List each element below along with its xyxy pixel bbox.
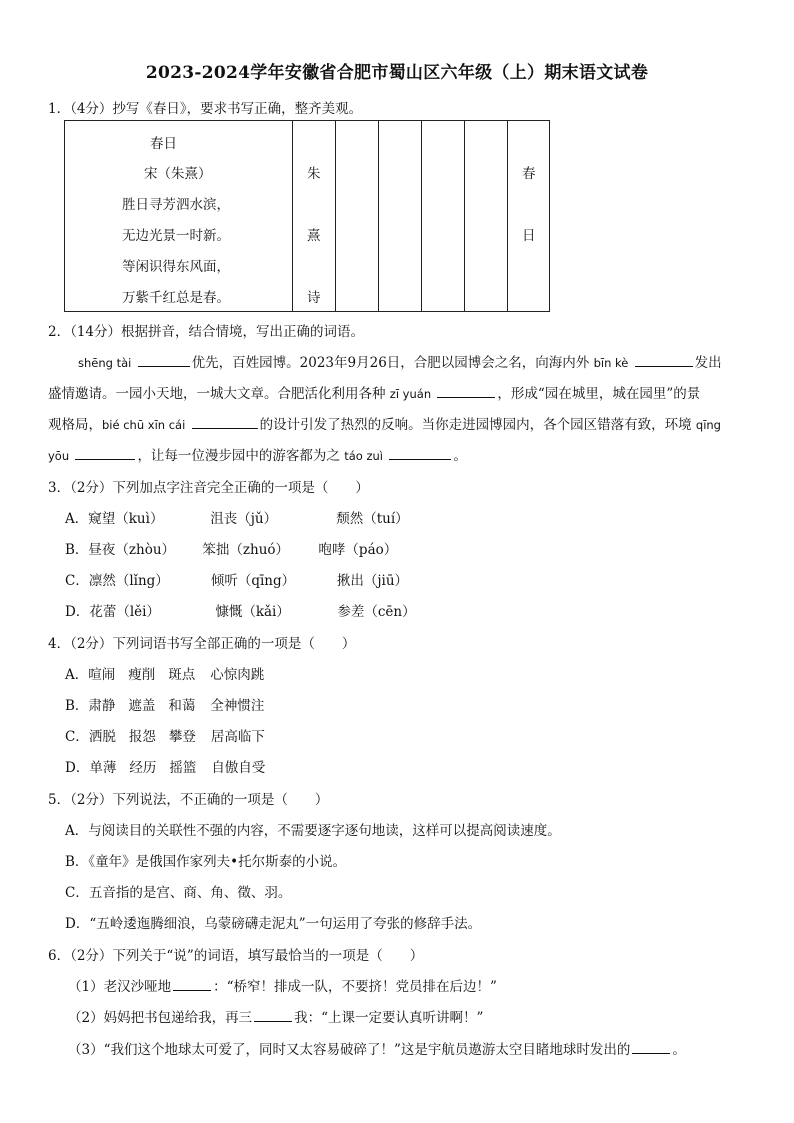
option-label: B． <box>65 542 89 558</box>
option-d[interactable] <box>65 600 416 620</box>
sub-question-3 <box>68 1038 686 1058</box>
option-item: 倾听（qīng） <box>210 573 296 589</box>
sub-question-1 <box>68 975 497 995</box>
option-item: 揪出（jiū） <box>336 573 409 589</box>
option-item: 攀登 <box>168 729 196 745</box>
option-label: A． <box>65 511 89 527</box>
option-item: 喧闹 <box>88 667 116 683</box>
option-label: D． <box>65 760 90 776</box>
passage-text: ，形成“园在城里，城在园里”的景 <box>497 386 701 402</box>
page-title: 2023-2024学年安徽省合肥市蜀山区六年级（上）期末语文试卷 <box>145 63 649 83</box>
question-3-stem: 3．（2分）下列加点字注音完全正确的一项是（ ） <box>48 480 369 496</box>
grid-divider <box>292 121 293 311</box>
question-6-stem: 6．（2分）下列关于“说”的词语，填写最恰当的一项是（ ） <box>48 948 424 964</box>
option-item: 昼夜（zhòu） <box>88 542 176 558</box>
poem-line: 无边光景一时新。 <box>122 228 230 244</box>
grid-divider <box>378 121 379 311</box>
passage-text: 盛情邀请。一园小天地，一城大文章。合肥活化利用各种 <box>48 386 386 402</box>
option-text: 《童年》是俄国作家列夫•托尔斯泰的小说。 <box>88 854 347 870</box>
question-1-stem: 1．（4分）抄写《春日》，要求书写正确，整齐美观。 <box>48 101 363 117</box>
sub-text: （1）老汉沙哑地 <box>68 979 172 995</box>
option-item: 花蕾（lěi） <box>89 604 160 620</box>
passage-text: ，让每一位漫步园中的游客都为之 <box>137 448 340 464</box>
option-item: 瘦削 <box>128 667 156 683</box>
option-item: 心惊肉跳 <box>210 667 265 683</box>
pinyin-cue: shēng tài <box>78 356 132 370</box>
option-item: 斑点 <box>168 667 196 683</box>
answer-blank[interactable] <box>192 427 258 429</box>
grid-divider <box>507 121 508 311</box>
option-item: 洒脱 <box>88 729 116 745</box>
sub-text: 我：“上课一定要认真听讲啊！” <box>294 1010 484 1026</box>
answer-blank[interactable] <box>254 1020 292 1022</box>
answer-blank[interactable] <box>173 989 211 991</box>
option-label: D． <box>65 604 90 620</box>
pinyin-cue: bīn kè <box>593 356 629 370</box>
answer-blank[interactable] <box>635 365 693 367</box>
passage-text: 的设计引发了热烈的反响。当你走进园博园内，各个园区错落有致，环境 <box>259 417 692 433</box>
option-item: 单薄 <box>89 760 117 776</box>
grid-divider <box>464 121 465 311</box>
option-b[interactable] <box>65 538 397 558</box>
copy-grid-table <box>64 120 550 312</box>
grid-char-author: 诗 <box>307 290 321 306</box>
option-label: B． <box>65 698 89 714</box>
option-label: C． <box>65 573 89 589</box>
option-text: 五音指的是宫、商、角、徵、羽。 <box>88 885 292 901</box>
grid-divider <box>335 121 336 311</box>
option-d[interactable] <box>65 912 481 932</box>
option-item: 沮丧（jǔ） <box>210 511 278 527</box>
poem-author: 宋（朱熹） <box>144 166 212 182</box>
option-item: 经历 <box>129 760 157 776</box>
option-b[interactable] <box>65 694 264 714</box>
option-c[interactable] <box>65 725 265 745</box>
option-text: “五岭逶迤腾细浪，乌蒙磅礴走泥丸”一句运用了夸张的修辞手法。 <box>89 916 482 932</box>
passage-text: 观格局， <box>48 417 102 433</box>
question-2-line <box>78 351 778 371</box>
grid-char-title: 春 <box>522 166 536 182</box>
sub-text: ：“桥窄！排成一队，不要挤！党员排在后边！” <box>213 979 497 995</box>
option-a[interactable] <box>65 507 409 527</box>
pinyin-cue: zī yuán <box>389 387 432 401</box>
poem-line: 等闲识得东风面， <box>122 259 230 275</box>
option-item: 和蔼 <box>168 698 196 714</box>
pinyin-cue: qīng <box>695 418 721 432</box>
option-d[interactable] <box>65 756 265 776</box>
poem-line: 胜日寻芳泗水滨， <box>122 197 230 213</box>
option-item: 肃静 <box>88 698 116 714</box>
option-label: C． <box>65 885 89 901</box>
question-2-line <box>48 444 748 464</box>
grid-char-title: 日 <box>522 228 536 244</box>
option-text: 与阅读目的关联性不强的内容，不需要逐字逐句地读，这样可以提高阅读速度。 <box>88 823 561 839</box>
poem-line: 万紫千红总是春。 <box>122 290 230 306</box>
question-2-line <box>48 413 748 433</box>
question-2-stem: 2．（14分）根据拼音，结合情境，写出正确的词语。 <box>48 324 365 340</box>
sub-text: （2）妈妈把书包递给我，再三 <box>68 1010 253 1026</box>
question-4-stem: 4．（2分）下列词语书写全部正确的一项是（ ） <box>48 636 356 652</box>
option-c[interactable] <box>65 569 408 589</box>
option-label: A． <box>65 667 89 683</box>
option-item: 自傲自受 <box>211 760 266 776</box>
sub-text: （3）“我们这个地球太可爱了，同时又太容易破碎了！”这是宇航员遨游太空目睹地球时发出的 <box>68 1042 631 1058</box>
answer-blank[interactable] <box>75 458 135 460</box>
option-label: C． <box>65 729 89 745</box>
poem-title: 春日 <box>150 136 177 152</box>
pinyin-cue: bié chū xīn cái <box>102 418 186 432</box>
grid-char-author: 朱 <box>307 166 321 182</box>
option-item: 参差（cēn） <box>337 604 416 620</box>
answer-blank[interactable] <box>632 1052 670 1054</box>
sub-text: 。 <box>672 1042 686 1058</box>
passage-text: 。 <box>453 448 467 464</box>
option-item: 咆哮（páo） <box>318 542 398 558</box>
passage-text: 发出 <box>694 355 722 371</box>
grid-divider <box>421 121 422 311</box>
option-a[interactable] <box>65 663 264 683</box>
grid-char-author: 熹 <box>307 228 321 244</box>
option-c[interactable] <box>65 881 291 901</box>
option-item: 摇篮 <box>169 760 197 776</box>
option-item: 报怨 <box>128 729 156 745</box>
option-label: A． <box>65 823 89 839</box>
answer-blank[interactable] <box>437 396 495 398</box>
answer-blank[interactable] <box>389 458 451 460</box>
sub-question-2 <box>68 1006 483 1026</box>
option-label: B． <box>65 854 89 870</box>
question-5-stem: 5．（2分）下列说法，不正确的一项是（ ） <box>48 792 329 808</box>
option-item: 遮盖 <box>128 698 156 714</box>
option-item: 笨拙（zhuó） <box>202 542 290 558</box>
pinyin-cue: yōu <box>48 449 70 463</box>
option-a[interactable] <box>65 819 561 839</box>
option-item: 颓然（tuí） <box>336 511 409 527</box>
option-item: 全神惯注 <box>210 698 265 714</box>
option-item: 凛然（lǐng） <box>88 573 169 589</box>
question-2-line <box>48 382 748 402</box>
option-label: D． <box>65 916 90 932</box>
option-b[interactable] <box>65 850 346 870</box>
passage-text: 优先，百姓园博。2023年9月26日，合肥以园博会之名，向海内外 <box>191 355 590 371</box>
option-item: 居高临下 <box>210 729 265 745</box>
option-item: 窥望（kuì） <box>88 511 164 527</box>
answer-blank[interactable] <box>138 365 190 367</box>
option-item: 慷慨（kǎi） <box>215 604 290 620</box>
pinyin-cue: táo zuì <box>344 449 384 463</box>
